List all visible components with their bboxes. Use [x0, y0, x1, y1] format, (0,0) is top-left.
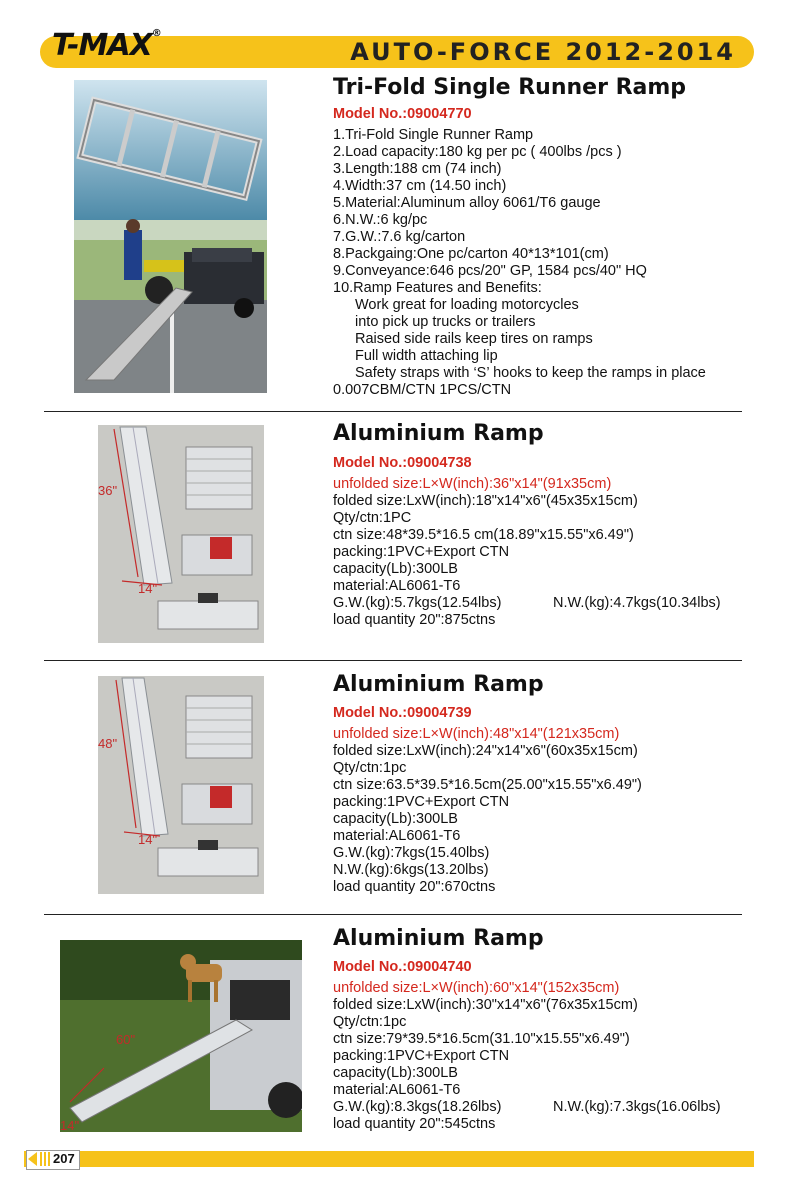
- capacity: capacity(Lb):300LB: [333, 811, 458, 827]
- dimension-width: 14": [60, 1118, 80, 1132]
- product-photo-tri-fold-ramp: [74, 80, 267, 393]
- load-quantity: load quantity 20":875ctns: [333, 612, 496, 628]
- feature-line: into pick up trucks or trailers: [355, 314, 536, 330]
- capacity: capacity(Lb):300LB: [333, 1065, 458, 1081]
- stripes-icon: [40, 1152, 52, 1166]
- product-photo-ramp-48: [98, 676, 264, 894]
- section-divider: [44, 660, 742, 661]
- spec-line: 10.Ramp Features and Benefits:: [333, 280, 542, 296]
- spec-list: [333, 127, 706, 399]
- net-weight: N.W.(kg):6kgs(13.20lbs): [333, 862, 489, 878]
- carton-size: ctn size:79*39.5*16.5cm(31.10"x15.55"x6.49"): [333, 1031, 630, 1047]
- spec-line: 4.Width:37 cm (14.50 inch): [333, 178, 507, 194]
- spec-line: 2.Load capacity:180 kg per pc ( 400lbs /pcs ): [333, 144, 622, 160]
- section-divider: [44, 411, 742, 412]
- brand-logo: T-MAX®: [52, 28, 161, 63]
- back-arrow-icon: [28, 1152, 37, 1166]
- material: material:AL6061-T6: [333, 578, 461, 594]
- packing: packing:1PVC+Export CTN: [333, 794, 510, 810]
- product-title: Aluminium Ramp: [333, 421, 544, 446]
- spec-line: 3.Length:188 cm (74 inch): [333, 161, 502, 177]
- section-divider: [44, 914, 742, 915]
- folded-size: folded size:LxW(inch):30"x14"x6"(76x35x15cm): [333, 997, 638, 1013]
- gross-weight: G.W.(kg):8.3kgs(18.26lbs): [333, 1099, 502, 1115]
- dimension-length: 36": [98, 483, 118, 498]
- unfolded-size: unfolded size:L×W(inch):48"x14"(121x35cm): [333, 726, 620, 742]
- qty-per-carton: Qty/ctn:1pc: [333, 1014, 407, 1030]
- product-title: Aluminium Ramp: [333, 926, 544, 951]
- spec-line: 0.007CBM/CTN 1PCS/CTN: [333, 382, 512, 398]
- feature-line: Safety straps with ‘S’ hooks to keep the ramps in place: [355, 365, 706, 381]
- qty-per-carton: Qty/ctn:1pc: [333, 760, 407, 776]
- catalog-title: AUTO-FORCE 2012-2014: [350, 38, 736, 66]
- carton-size: ctn size:63.5*39.5*16.5cm(25.00"x15.55"x6.49"): [333, 777, 642, 793]
- spec-list: [333, 726, 642, 896]
- unfolded-size: unfolded size:L×W(inch):60"x14"(152x35cm): [333, 980, 620, 996]
- feature-line: Work great for loading motorcycles: [355, 297, 579, 313]
- spec-line: 1.Tri-Fold Single Runner Ramp: [333, 127, 534, 143]
- model-number: Model No.:09004740: [333, 959, 472, 975]
- spec-line: 6.N.W.:6 kg/pc: [333, 212, 428, 228]
- carton-size: ctn size:48*39.5*16.5 cm(18.89"x15.55"x6.49"): [333, 527, 634, 543]
- dimension-length: 60": [116, 1032, 136, 1047]
- feature-line: Raised side rails keep tires on ramps: [355, 331, 593, 347]
- page-number: 207: [53, 1151, 75, 1166]
- load-quantity: load quantity 20":545ctns: [333, 1116, 496, 1132]
- gross-weight: G.W.(kg):5.7kgs(12.54lbs): [333, 595, 502, 611]
- capacity: capacity(Lb):300LB: [333, 561, 458, 577]
- qty-per-carton: Qty/ctn:1PC: [333, 510, 412, 526]
- spec-line: 9.Conveyance:646 pcs/20" GP, 1584 pcs/40" HQ: [333, 263, 647, 279]
- spec-line: 5.Material:Aluminum alloy 6061/T6 gauge: [333, 195, 601, 211]
- weight-row: [333, 1099, 721, 1116]
- unfolded-size: unfolded size:L×W(inch):36"x14"(91x35cm): [333, 476, 612, 492]
- packing: packing:1PVC+Export CTN: [333, 544, 510, 560]
- weight-row: [333, 595, 721, 612]
- model-number: Model No.:09004739: [333, 705, 472, 721]
- material: material:AL6061-T6: [333, 828, 461, 844]
- spec-line: 7.G.W.:7.6 kg/carton: [333, 229, 466, 245]
- product-title: Tri-Fold Single Runner Ramp: [333, 75, 687, 100]
- spec-list: [333, 476, 721, 629]
- spec-list: [333, 980, 721, 1133]
- net-weight: N.W.(kg):4.7kgs(10.34lbs): [553, 595, 721, 611]
- dimension-width: 14": [138, 832, 158, 847]
- feature-line: Full width attaching lip: [355, 348, 498, 364]
- dimension-length: 48": [98, 736, 118, 751]
- packing: packing:1PVC+Export CTN: [333, 1048, 510, 1064]
- net-weight: N.W.(kg):7.3kgs(16.06lbs): [553, 1099, 721, 1115]
- gross-weight: G.W.(kg):7kgs(15.40lbs): [333, 845, 490, 861]
- dimension-width: 14": [138, 581, 158, 596]
- folded-size: folded size:LxW(inch):18"x14"x6"(45x35x15cm): [333, 493, 638, 509]
- product-photo-ramp-60: [60, 940, 302, 1132]
- footer-bar: [24, 1151, 754, 1167]
- model-number: Model No.:09004770: [333, 106, 472, 122]
- model-number: Model No.:09004738: [333, 455, 472, 471]
- folded-size: folded size:LxW(inch):24"x14"x6"(60x35x15cm): [333, 743, 638, 759]
- load-quantity: load quantity 20":670ctns: [333, 879, 496, 895]
- spec-line: 8.Packgaing:One pc/carton 40*13*101(cm): [333, 246, 609, 262]
- product-title: Aluminium Ramp: [333, 672, 544, 697]
- material: material:AL6061-T6: [333, 1082, 461, 1098]
- product-photo-ramp-36: [98, 425, 264, 643]
